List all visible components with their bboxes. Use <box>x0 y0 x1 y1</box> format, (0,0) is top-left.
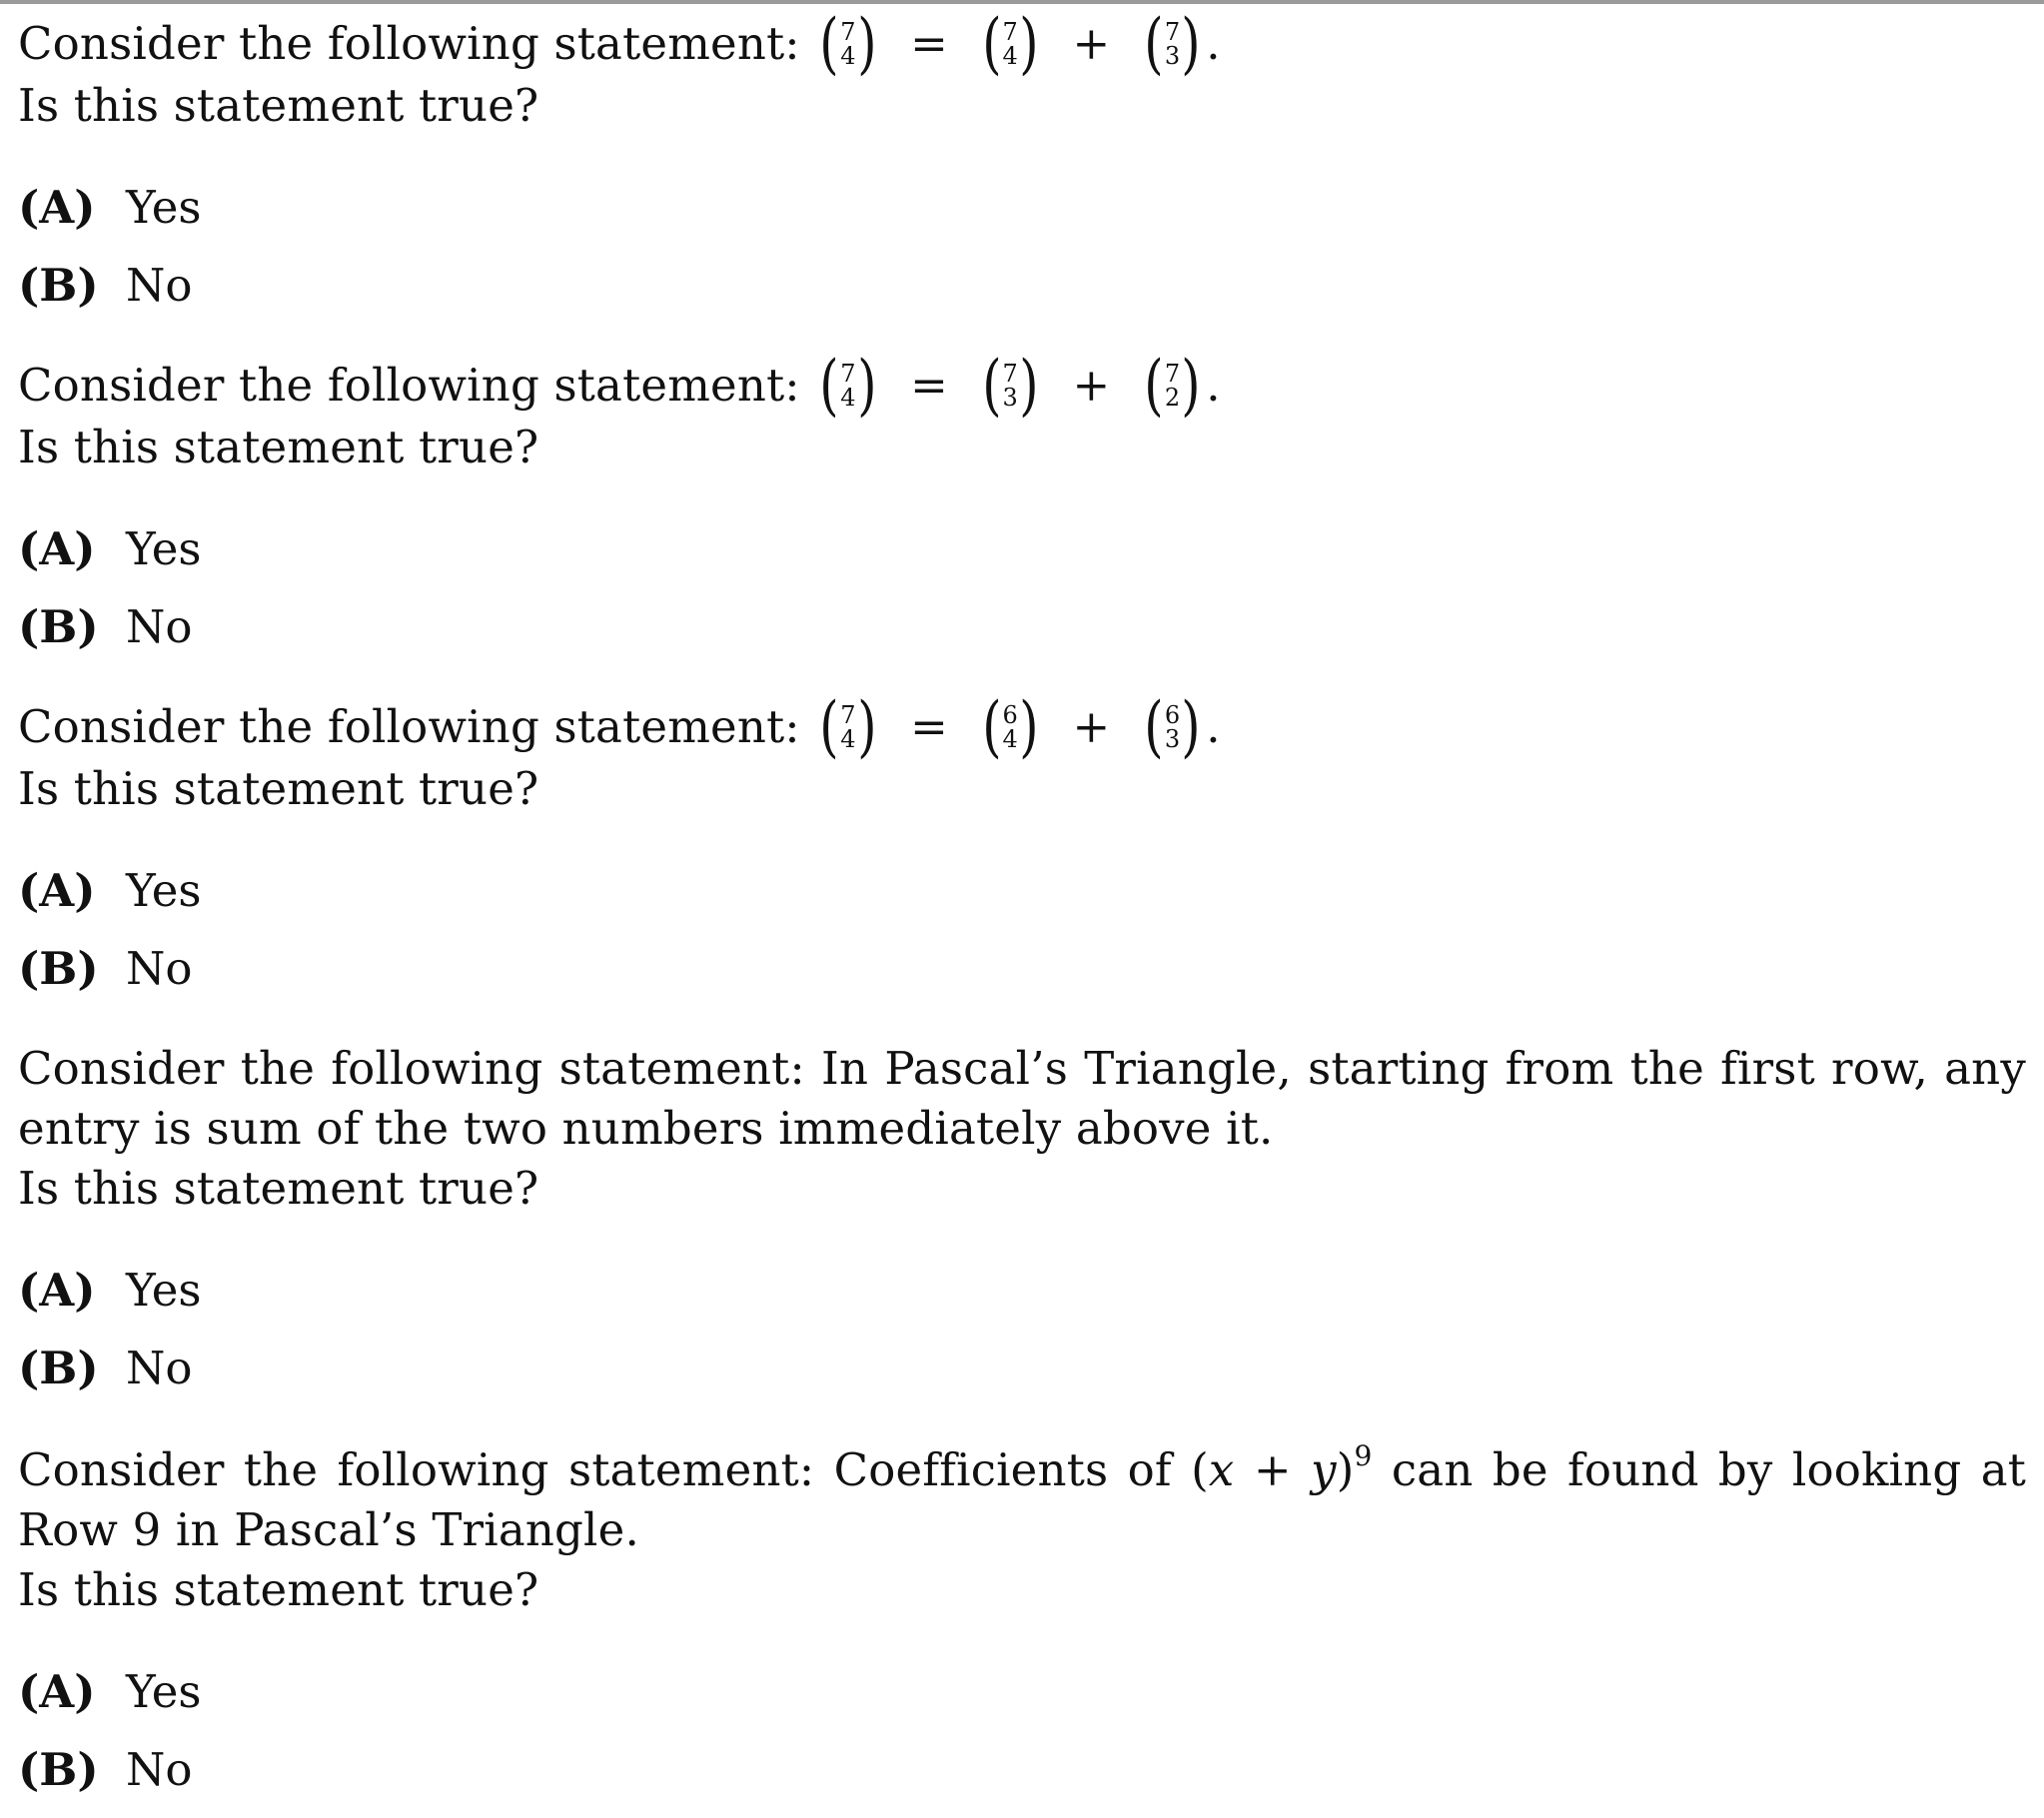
binomial-term-1: ( 7 3 ) <box>981 346 1039 424</box>
option-b[interactable] <box>18 597 1221 657</box>
math-var-x: x <box>1208 1443 1235 1496</box>
plus-sign: + <box>1072 700 1111 753</box>
binom-top: 7 <box>1002 17 1018 46</box>
statement-prefix: Consider the following statement: <box>18 700 800 753</box>
answer-options <box>18 178 1221 316</box>
question-1 <box>18 4 1221 334</box>
statement-prefix: Consider the following statement: <box>18 359 800 412</box>
statement-text <box>18 1440 2026 1560</box>
question-prompt: Is this statement true? <box>18 761 539 815</box>
statement-line <box>18 346 1221 424</box>
option-b[interactable] <box>18 939 1221 999</box>
binomial-lhs: ( 7 4 ) <box>819 4 877 82</box>
option-a[interactable] <box>18 861 1221 921</box>
math-close-paren: ) <box>1336 1443 1355 1496</box>
option-letter: (B) <box>18 599 99 653</box>
math-plus: + <box>1234 1443 1312 1496</box>
option-text: No <box>126 1743 193 1796</box>
binom-bottom: 4 <box>1002 41 1018 70</box>
binom-top: 7 <box>840 17 856 46</box>
binomial-term-1: ( 6 4 ) <box>981 687 1039 765</box>
period: . <box>1206 359 1221 412</box>
answer-options <box>18 1662 2026 1800</box>
question-prompt: Is this statement true? <box>18 78 539 132</box>
option-text: No <box>126 599 193 653</box>
option-letter: (A) <box>18 1665 96 1718</box>
statement-prefix: Consider the following statement: <box>18 17 800 70</box>
option-letter: (A) <box>18 1264 96 1317</box>
binom-top: 7 <box>1164 359 1181 388</box>
equals-sign: = <box>910 700 949 753</box>
binomial-lhs: ( 7 4 ) <box>819 346 877 424</box>
binomial-term-2: ( 6 3 ) <box>1144 687 1202 765</box>
binom-bottom: 3 <box>1002 383 1018 412</box>
question-5 <box>18 1440 2026 1818</box>
question-2 <box>18 346 1221 675</box>
statement-line <box>18 687 1221 765</box>
question-prompt: Is this statement true? <box>18 1162 539 1215</box>
binomial-lhs: ( 7 4 ) <box>819 687 877 765</box>
option-a[interactable] <box>18 519 1221 579</box>
binom-bottom: 2 <box>1164 383 1181 412</box>
binom-bottom: 4 <box>1002 724 1018 753</box>
option-letter: (A) <box>18 863 96 917</box>
equals-sign: = <box>910 17 949 70</box>
plus-sign: + <box>1072 17 1111 70</box>
option-a[interactable] <box>18 1662 2026 1722</box>
option-letter: (B) <box>18 941 99 995</box>
option-text: No <box>126 941 193 995</box>
answer-options <box>18 1261 2026 1398</box>
binomial-term-1: ( 7 4 ) <box>981 4 1039 82</box>
option-b[interactable] <box>18 256 1221 316</box>
option-b[interactable] <box>18 1339 2026 1398</box>
answer-options <box>18 861 1221 999</box>
binom-top: 6 <box>1002 700 1018 729</box>
question-prompt: Is this statement true? <box>18 1563 539 1616</box>
binom-top: 7 <box>1164 17 1181 46</box>
binom-bottom: 4 <box>840 383 856 412</box>
answer-options <box>18 519 1221 657</box>
option-letter: (A) <box>18 521 96 575</box>
binom-top: 6 <box>1164 700 1181 729</box>
option-letter: (B) <box>18 1743 99 1796</box>
question-prompt: Is this statement true? <box>18 420 539 473</box>
statement-text: Consider the following statement: In Pascal’s Triangle, starting from the first row, any entry is sum of the two numbers immediately above it. <box>18 1042 2026 1155</box>
option-text: No <box>126 258 193 312</box>
period: . <box>1206 17 1221 70</box>
statement-before: Consider the following statement: Coefficients of ( <box>18 1443 1209 1496</box>
statement-line <box>18 4 1221 82</box>
binom-top: 7 <box>840 359 856 388</box>
math-var-y: y <box>1311 1443 1337 1496</box>
option-letter: (A) <box>18 180 96 234</box>
option-a[interactable] <box>18 1261 2026 1321</box>
option-text: Yes <box>126 1264 202 1317</box>
period: . <box>1206 700 1221 753</box>
option-text: No <box>126 1342 193 1394</box>
binom-bottom: 4 <box>840 724 856 753</box>
binomial-term-2: ( 7 2 ) <box>1144 346 1202 424</box>
option-b[interactable] <box>18 1740 2026 1800</box>
option-text: Yes <box>126 863 202 917</box>
binom-top: 7 <box>840 700 856 729</box>
question-4 <box>18 1039 2026 1416</box>
option-text: Yes <box>126 521 202 575</box>
option-letter: (B) <box>18 258 99 312</box>
math-exponent: 9 <box>1354 1439 1373 1472</box>
question-3 <box>18 687 1221 1017</box>
binom-bottom: 4 <box>840 41 856 70</box>
plus-sign: + <box>1072 359 1111 412</box>
binomial-term-2: ( 7 3 ) <box>1144 4 1202 82</box>
equals-sign: = <box>910 359 949 412</box>
option-a[interactable] <box>18 178 1221 238</box>
option-text: Yes <box>126 1665 202 1718</box>
binom-bottom: 3 <box>1164 724 1181 753</box>
option-text: Yes <box>126 180 202 234</box>
statement-after: can be found by looking at Row 9 in Pascal’s Triangle. <box>18 1443 2027 1556</box>
binom-bottom: 3 <box>1164 41 1181 70</box>
option-letter: (B) <box>18 1342 99 1394</box>
binom-top: 7 <box>1002 359 1018 388</box>
top-border <box>0 0 2044 4</box>
